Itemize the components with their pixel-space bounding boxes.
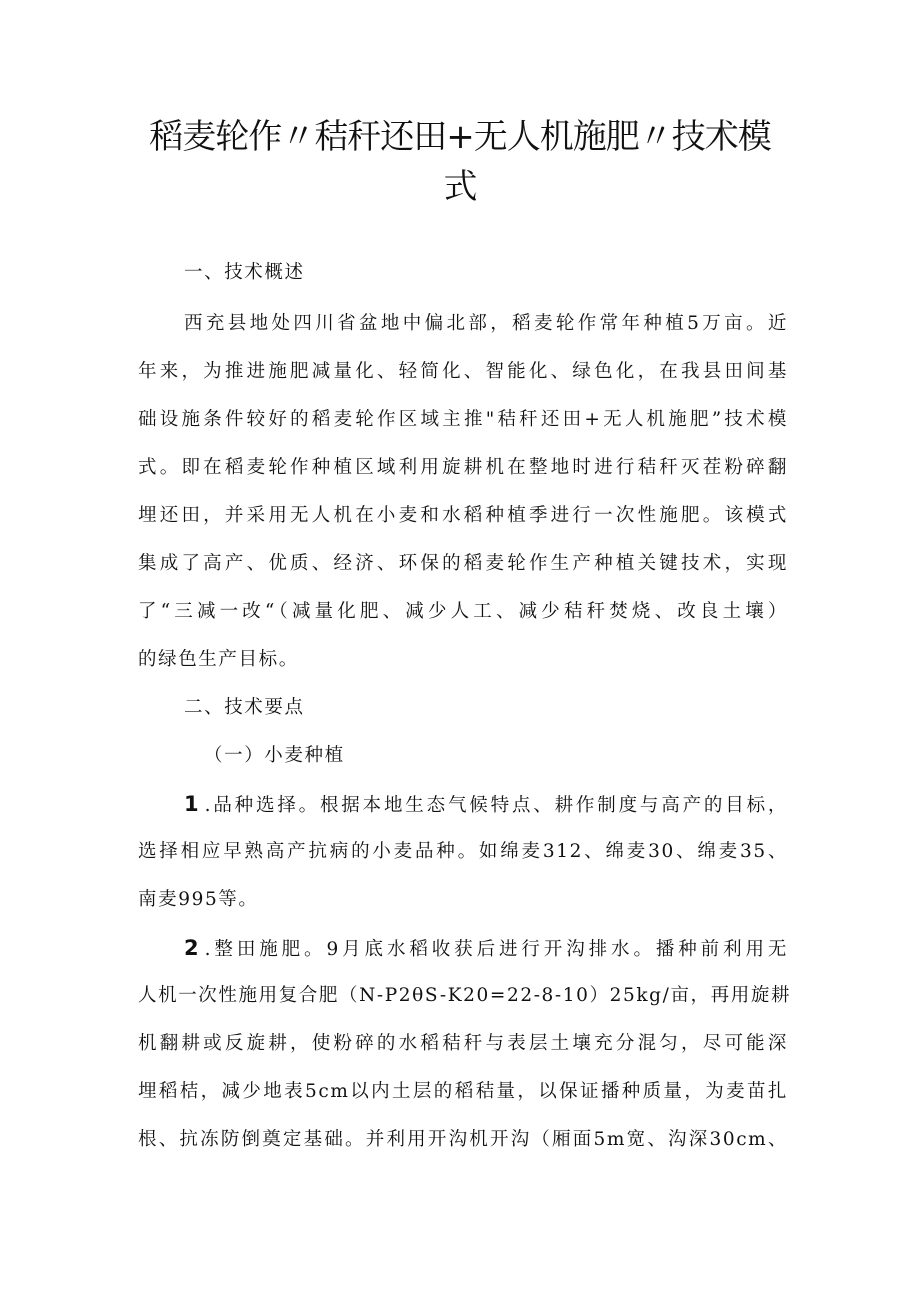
list-item-line (184, 792, 788, 818)
list-item-line: 南麦995等。 (138, 889, 259, 910)
list-item-number: 2 (184, 936, 199, 960)
section-heading-key-points: 二、技术要点 (184, 697, 305, 718)
paragraph-line: 西充县地处四川省盆地中偏北部，稻麦轮作常年种植5万亩。近 (184, 313, 788, 334)
title-line-2: 式 (443, 167, 477, 207)
section-heading-overview: 一、技术概述 (184, 262, 305, 283)
subsection-heading-wheat: （一）小麦种植 (204, 745, 345, 766)
paragraph-line: 埋还田，并采用无人机在小麦和水稻种植季进行一次性施肥。该模式 (138, 505, 788, 526)
list-item-line: 埋稻桔，减少地表5cm以内土层的稻秸量，以保证播种质量，为麦苗扎 (138, 1081, 788, 1102)
list-item-number: 1 (184, 792, 199, 816)
list-item-line: 机翻耕或反旋耕，使粉碎的水稻秸秆与表层土壤充分混匀，尽可能深 (138, 1033, 788, 1054)
list-item-line (184, 936, 788, 962)
paragraph-line: 式。即在稻麦轮作种植区域利用旋耕机在整地时进行秸秆灭茬粉碎翻 (138, 457, 788, 478)
list-item-line: 人机一次性施用复合肥（N-P2θS-K20=22-8-10）25kg∕亩，再用旋耕 (138, 985, 792, 1006)
paragraph-line: 集成了高产、优质、经济、环保的稻麦轮作生产种植关键技术，实现 (138, 553, 788, 574)
paragraph-line: 的绿色生产目标。 (138, 649, 299, 670)
paragraph-line: 年来，为推进施肥减量化、轻简化、智能化、绿色化，在我县田间基 (138, 361, 788, 382)
document-title (120, 112, 800, 212)
paragraph-line: 了“三减一改“（减量化肥、减少人工、减少秸秆焚烧、改良土壤） (138, 601, 788, 622)
paragraph-line: 础设施条件较好的稻麦轮作区域主推"秸秆还田+无人机施肥”技术模 (138, 409, 788, 430)
title-line-1: 稻麦轮作〃秸秆还田+无人机施肥〃技术模 (149, 117, 771, 157)
list-item-text: .品种选择。根据本地生态气候特点、耕作制度与高产的目标， (204, 795, 788, 816)
list-item-text: .整田施肥。9月底水稻收获后进行开沟排水。播种前利用无 (204, 939, 788, 960)
list-item-line: 根、抗冻防倒奠定基础。并利用开沟机开沟（厢面5m宽、沟深30cm、 (138, 1129, 788, 1150)
list-item-line: 选择相应早熟高产抗病的小麦品种。如绵麦312、绵麦30、绵麦35、 (138, 841, 788, 862)
